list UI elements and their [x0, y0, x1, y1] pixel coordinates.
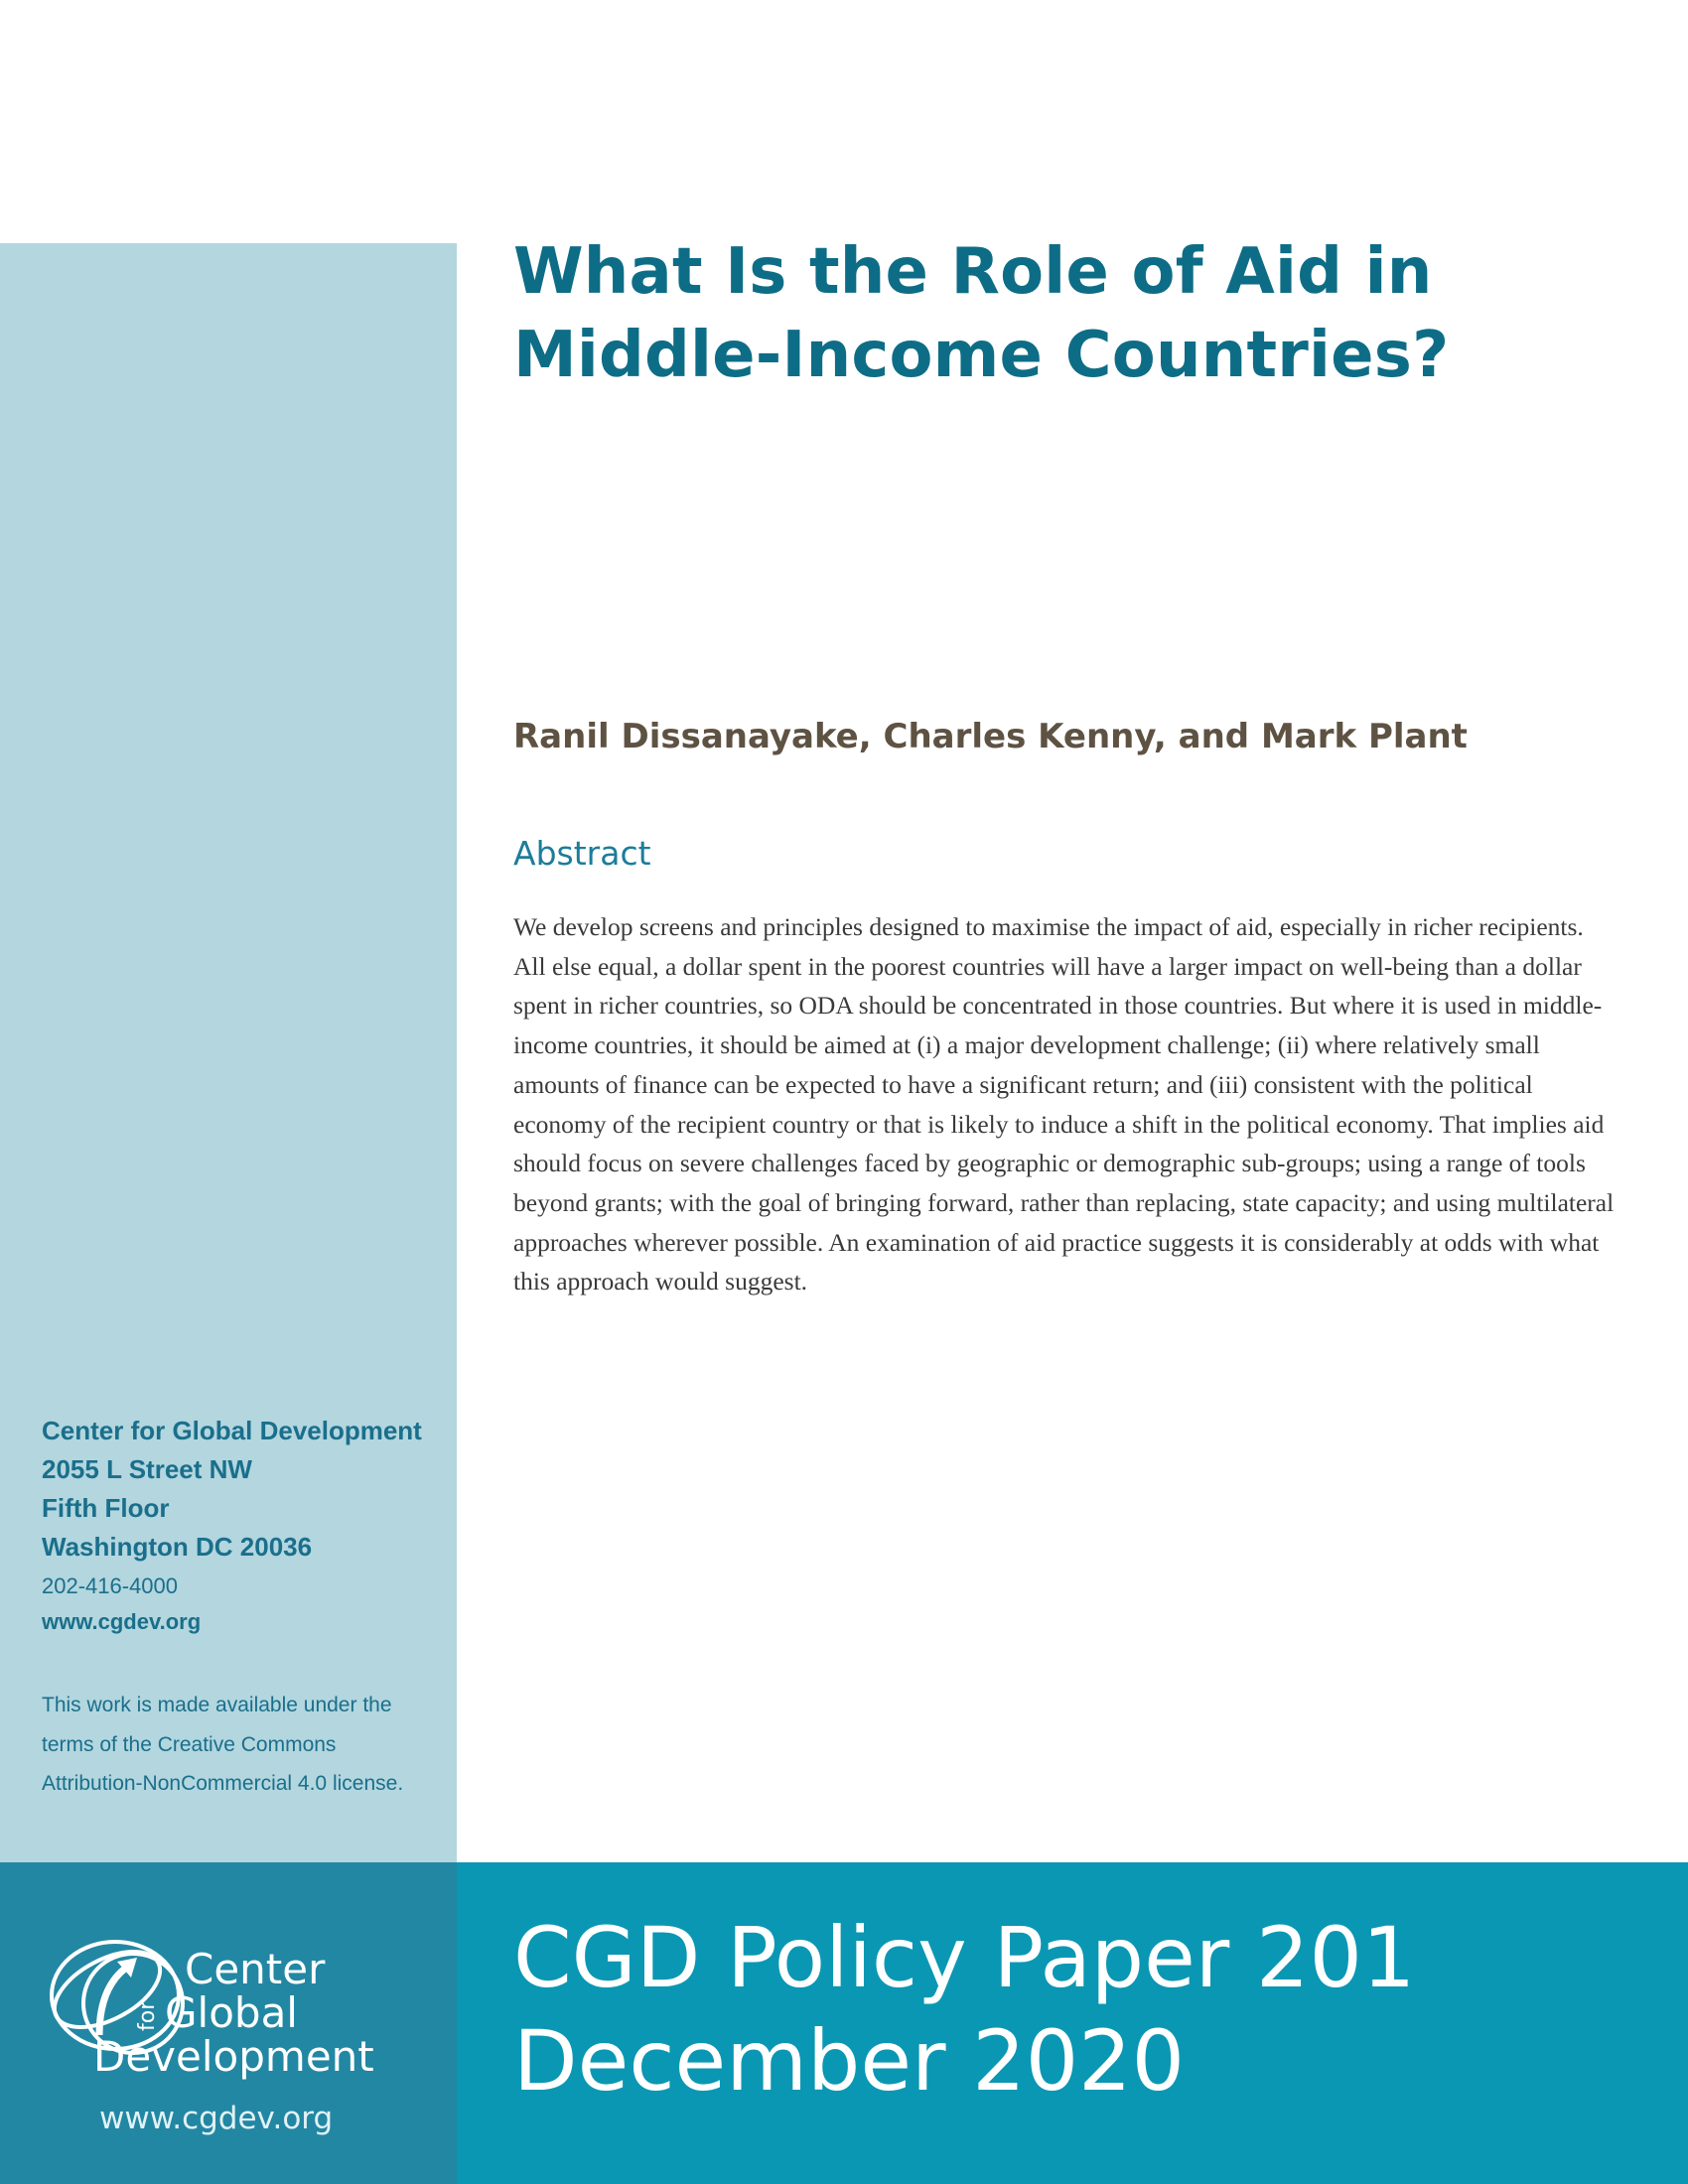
org-address [42, 1412, 439, 1640]
title-line-1: What Is the Role of Aid in [513, 235, 1433, 309]
paper-date: December 2020 [513, 2012, 1186, 2110]
street-address: 2055 L Street NW [42, 1454, 252, 1484]
abstract-heading: Abstract [513, 834, 651, 873]
city: Washington DC 20036 [42, 1532, 313, 1562]
logo-url[interactable]: www.cgdev.org [99, 2101, 334, 2136]
logo-line-global [93, 1988, 374, 2037]
phone-number: 202-416-4000 [42, 1573, 179, 1598]
paper-series-info [513, 1906, 1415, 2113]
title-line-2: Middle-Income Countries? [513, 319, 1450, 392]
paper-title [513, 230, 1625, 397]
logo-word-development: Development [93, 2032, 374, 2081]
logo-word-global: Global [165, 1988, 298, 2037]
cgd-logo [38, 1926, 415, 2164]
abstract-body: We develop screens and principles designed to maximise the impact of aid, especially in richer recipients. All else equal, a dollar spent in the poorest countries will have a larger impact on well-being than a dollar spent in richer countries, so ODA should be concentrated in those countries. But where it is used in middle-income countries, it should be aimed at (i) a major development challenge; (ii) where relatively small amounts of finance can be expected to have a significant return; and (iii) consistent with the political economy of the recipient country or that is likely to induce a shift in the political economy. That implies aid should focus on severe challenges faced by geographic or demographic sub-groups; using a range of tools beyond grants; with the goal of bringing forward, rather than replacing, state capacity; and using multilateral approaches wherever possible. An examination of aid practice suggests it is considerably at odds with what this approach would suggest. [513, 912, 1615, 1297]
floor: Fifth Floor [42, 1493, 170, 1523]
org-name: Center for Global Development [42, 1416, 422, 1445]
paper-series-number: CGD Policy Paper 201 [513, 1909, 1416, 2006]
license-notice: This work is made available under the terms of the Creative Commons Attribution-NonCommercial 4.0 license. [42, 1694, 404, 1795]
authors: Ranil Dissanayake, Charles Kenny, and Mark Plant [513, 717, 1468, 756]
logo-wordmark [93, 1945, 374, 2081]
logo-word-center: Center [185, 1945, 326, 1993]
logo-word-for: for [135, 2000, 160, 2031]
website-link[interactable]: www.cgdev.org [42, 1609, 202, 1634]
